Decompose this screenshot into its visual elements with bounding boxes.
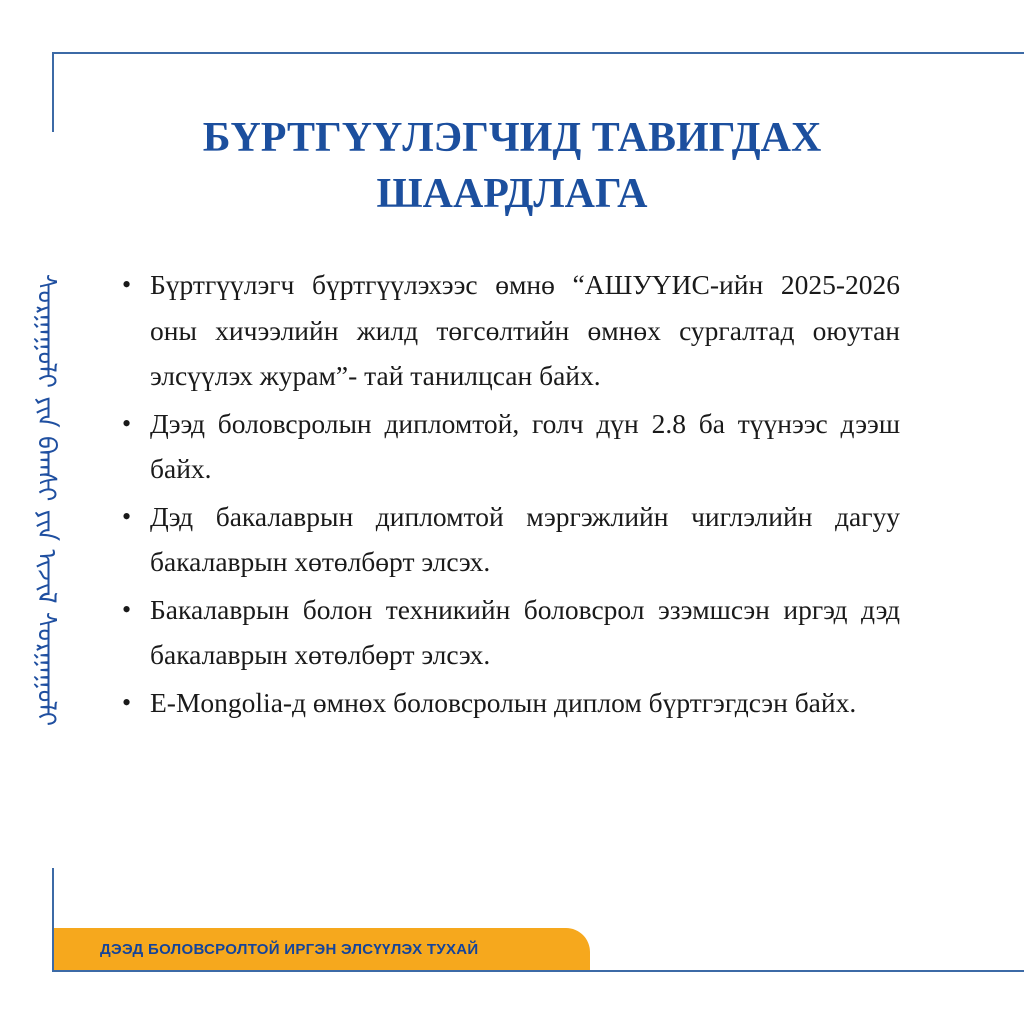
footer-label: ДЭЭД БОЛОВСРОЛТОЙ ИРГЭН ЭЛСҮҮЛЭХ ТУХАЙ [100,940,479,958]
footer-banner [54,928,590,970]
requirements-list [118,262,900,727]
requirement-item [118,262,900,399]
bullet-icon: • [122,594,132,624]
requirement-item [118,401,900,492]
requirement-text: E-Mongolia-д өмнөх боловсролын диплом бүртгэгдсэн байх. [150,686,857,718]
requirement-item [118,587,900,678]
requirement-text: Бакалаврын болон техникийн боловсрол эзэмшсэн иргэд дэд бакалаврын хөтөлбөрт элсэх. [150,593,900,670]
requirement-text: Дээд боловсролын дипломтой, голч дүн 2.8 ба түүнээс дээш байх. [150,407,900,484]
frame-top-line [52,52,1024,54]
bullet-icon: • [122,687,132,717]
vertical-script-text: ᠰᠤᠷᠭᠠᠭᠤᠯᠢ ᠶᠢᠨ ᠪᠠᠭᠰᠢ ᠶᠢᠨ ᠢᠵᠢᠯ ᠰᠤᠷᠭᠠᠭᠤᠯᠢ [31,273,62,727]
bullet-icon: • [122,408,132,438]
page-title: БҮРТГҮҮЛЭГЧИД ТАВИГДАХ ШААРДЛАГА [202,115,822,217]
vertical-mongolian-script [30,140,76,860]
requirement-text: Бүртгүүлэгч бүртгүүлэхээс өмнө “АШУҮИС-ийн 2025-2026 оны хичээлийн жилд төгсөлтийн өмнөх сургалтад оюутан элсүүлэх журам”- тай танилцсан байх. [150,269,900,391]
requirement-item [118,494,900,585]
requirement-item [118,680,900,726]
frame-left-line-top [52,52,54,132]
frame-bottom-line [52,970,1024,972]
bullet-icon: • [122,501,132,531]
bullet-icon: • [122,270,132,299]
requirement-text: Дэд бакалаврын дипломтой мэргэжлийн чиглэлийн дагуу бакалаврын хөтөлбөрт элсэх. [150,500,900,577]
